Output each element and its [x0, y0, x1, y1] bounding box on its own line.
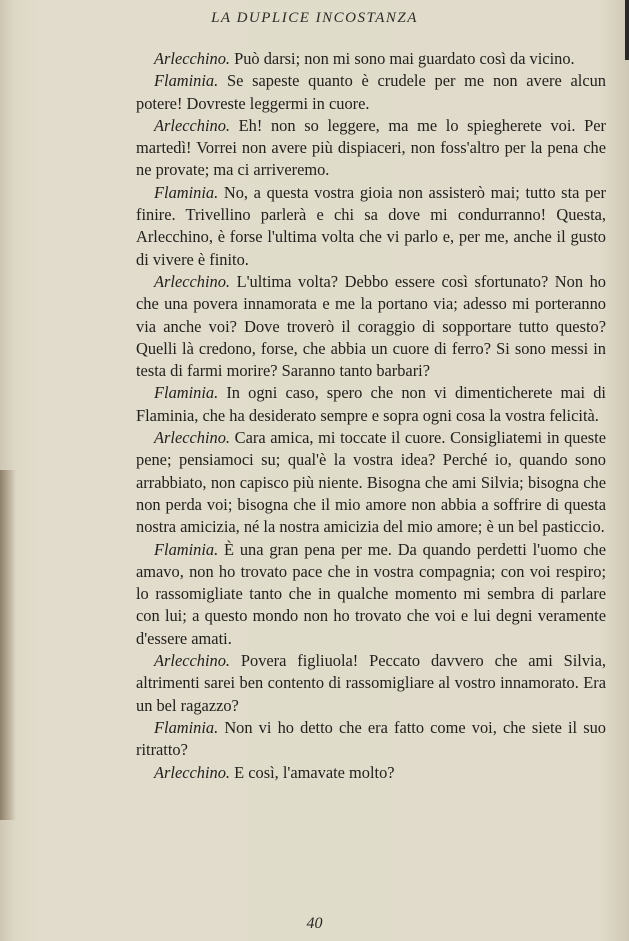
- speech-text: Se sapeste quanto è crudele per me non avere alcun potere! Dovreste leggermi in cuore.: [136, 71, 606, 113]
- speaker-name: Arlecchino.: [154, 49, 231, 68]
- speech-text: No, a questa vostra gioia non assisterò mai; tutto sta per finire. Trivellino parlerà e chi sa dove mi condurranno! Questa, Arlecchino, è forse l'ultima volta che vi parlo e, per me, anche il gusto di vivere è finito.: [136, 182, 606, 269]
- speaker-name: Arlecchino.: [154, 271, 231, 291]
- paragraph: [136, 539, 606, 650]
- paragraph: [136, 762, 606, 784]
- speaker-name: Flaminia.: [154, 71, 219, 91]
- paragraph: [136, 70, 606, 115]
- paragraph: [136, 427, 606, 538]
- paragraph: [136, 717, 606, 762]
- speech-text: Non vi ho detto che era fatto come voi, che siete il suo ritratto?: [136, 717, 606, 760]
- speaker-name: Arlecchino.: [154, 762, 231, 782]
- running-title: LA DUPLICE INCOSTANZA: [211, 10, 418, 26]
- speaker-name: Arlecchino.: [154, 651, 231, 671]
- page-edge-mark: [625, 0, 629, 60]
- speaker-name: Flaminia.: [154, 717, 219, 737]
- speech-text: E così, l'amavate molto?: [230, 762, 395, 782]
- speech-text: L'ultima volta? Debbo essere così sfortunato? Non ho che una povera innamorata e me la portano via; adesso mi porteranno via anche voi? Dove troverò il coraggio di sopportare tutto questo? Quelli là credono, forse, che abbia un cuore di ferro? Si sono messi in testa di farmi morire? Saranno tanto barbari?: [136, 271, 606, 381]
- speech-text: È una gran pena per me. Da quando perdetti l'uomo che amavo, non ho trovato pace che in vostra compagnia; con voi respiro; lo rassomigliate tanto che in qualche momento mi sembra di parlare con lui; a questo mondo non ho trovato che voi e lui degni veramente d'essere amati.: [136, 539, 606, 648]
- speaker-name: Flaminia.: [154, 182, 219, 202]
- paragraph: [136, 650, 606, 717]
- speech-text: Eh! non so leggere, ma me lo spiegherete voi. Per martedì! Vorrei non avere più dispiaceri, non foss'altro per la pena che ne provate; ma ci arriveremo.: [136, 115, 606, 180]
- page-number: 40: [306, 915, 323, 932]
- paragraph: [136, 115, 606, 182]
- speech-text: Può darsi; non mi sono mai guardato così da vicino.: [230, 49, 575, 68]
- dialogue-body: [136, 48, 606, 784]
- speaker-name: Flaminia.: [154, 383, 219, 403]
- paragraph: [136, 182, 606, 271]
- speech-text: In ogni caso, spero che non vi dimenticherete mai di Flaminia, che ha desiderato sempre e sopra ogni cosa la vostra felicità.: [136, 383, 606, 425]
- speaker-name: Arlecchino.: [154, 115, 231, 135]
- paragraph: [136, 48, 606, 70]
- speech-text: Cara amica, mi toccate il cuore. Consigliatemi in queste pene; pensiamoci su; qual'è la vostra idea? Perché io, quando sono arrabbiato, non capisco più niente. Bisogna che ami Silvia; bisogna che non perda voi; bisogna che il mio amore non abbia a soffrire di questa nostra amicizia, né la nostra amicizia del mio amore; è un bel pasticcio.: [136, 428, 606, 537]
- paragraph: [136, 271, 606, 382]
- speaker-name: Arlecchino.: [154, 428, 231, 448]
- paragraph: [136, 382, 606, 427]
- speaker-name: Flaminia.: [154, 539, 219, 559]
- speech-text: Povera figliuola! Peccato davvero che ami Silvia, altrimenti sarei ben contento di rassomigliare al vostro innamorato. Era un bel ragazzo?: [136, 651, 606, 715]
- binding-shadow: [0, 470, 16, 820]
